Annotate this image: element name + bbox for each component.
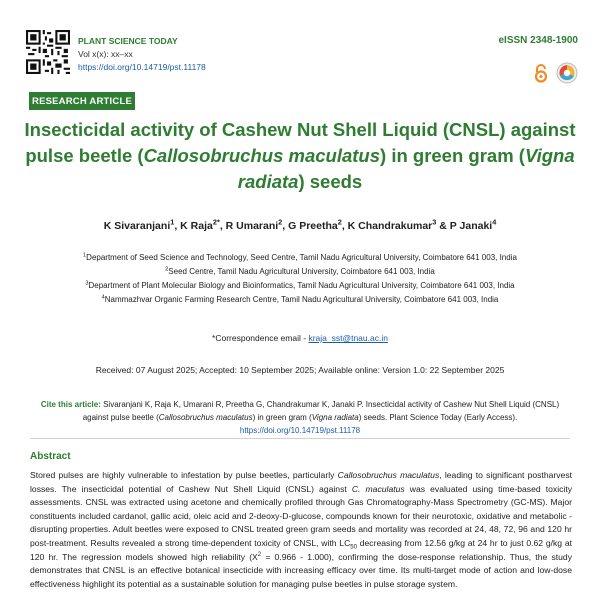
- correspondence: [20, 333, 580, 343]
- title-species: Vigna radiata: [237, 145, 575, 192]
- title-species: Callosobruchus maculatus: [143, 145, 381, 166]
- author-name: P Janaki: [449, 220, 493, 232]
- abstract-superscript: 2: [257, 551, 262, 558]
- crossmark-icon[interactable]: [556, 62, 578, 84]
- affiliation: [20, 293, 580, 307]
- journal-volume: Vol x(x): xx–xx: [78, 49, 133, 59]
- publication-dates: Received: 07 August 2025; Accepted: 10 September 2025; Available online: Version 1.0: 22 September 2025: [95, 365, 505, 375]
- affiliation-mark: 1: [83, 252, 87, 259]
- abstract-text: , leading to significant postharvest losses. The insecticidal potential of Cashew Nut Shell Liquid (CNSL) against: [30, 470, 572, 494]
- affiliation-list: [20, 251, 580, 307]
- title-text: ) seeds: [298, 171, 363, 192]
- affiliation-text: Nammazhvar Organic Farming Research Centre, Tamil Nadu Agricultural University, Coimbatore 641 003, India: [104, 295, 499, 304]
- author-affiliation-mark: 1: [170, 217, 175, 227]
- citation-species: Vigna radiata: [311, 413, 359, 422]
- author-affiliation-mark: 2*: [212, 217, 220, 227]
- abstract-text: was evaluated using time-based toxicity assessments. CNSL was extracted using acetone and chemically profiled through Gas Chromatography-Mass Spectrometry (GC-MS). Major constituents included cardanol, gallic acid, oleic acid and 2-deoxy-D-glucose, compounds known for their neurotoxic, oxidative and metabolic -disrupting properties. Adult beetles were exposed to CNSL treated green gram seeds and mortality was recorded at 24, 48, 72, 96 and 120 hr post-treatment. Results revealed a strong time-dependent toxicity of CNSL, with LC: [30, 483, 572, 548]
- abstract-body: [30, 469, 572, 591]
- citation-text: ) seeds. Plant Science Today (Early Access).: [358, 413, 518, 422]
- citation-species: Callosobruchus maculatus: [158, 413, 253, 422]
- abstract-text: Stored pulses are highly vulnerable to infestation by pulse beetles, particularly: [30, 470, 338, 480]
- citation-block: [36, 398, 564, 437]
- author-name: K Raja: [180, 220, 213, 232]
- citation-text: Sivaranjani K, Raja K, Umarani R, Preetha G, Chandrakumar K, Janaki P. Insecticidal activity of Cashew Nut Shell Liquid (CNSL) against pulse beetle (: [82, 400, 560, 422]
- affiliation: [20, 279, 580, 293]
- abstract-species: Callosobruchus maculatus: [337, 470, 440, 480]
- author-name: R Umarani: [225, 220, 279, 232]
- author-name: G Preetha: [288, 220, 338, 232]
- header-doi-link[interactable]: https://doi.org/10.14719/pst.11178: [78, 62, 206, 72]
- abstract-species: C. maculatus: [351, 483, 405, 494]
- affiliation: [20, 251, 580, 265]
- journal-name: PLANT SCIENCE TODAY: [78, 36, 178, 46]
- affiliation-mark: 2: [165, 266, 169, 273]
- open-access-icon[interactable]: [534, 63, 548, 83]
- abstract-text: = 0.966 - 1.000), confirming the dose-response relationship. Thus, the study demonstrates that CNSL is an effective botanical insecticide with increasing efficacy over time. Its multi-target mode of action and low-dose effectiveness highlight its potential as a sustainable solution for managing pulse beetles in pulse storage system.: [30, 551, 572, 589]
- journal-info: [78, 35, 206, 74]
- affiliation-text: Department of Plant Molecular Biology and Bioinformatics, Tamil Nadu Agricultural University, Coimbatore 641 003, India: [88, 281, 515, 290]
- affiliation-text: Department of Seed Science and Technology, Seed Centre, Tamil Nadu Agricultural University, Coimbatore 641 003, India: [86, 253, 517, 262]
- citation-label: Cite this article:: [40, 400, 101, 409]
- abstract-subscript: 50: [350, 544, 357, 551]
- title-text: Insecticidal activity of Cashew Nut Shell Liquid (CNSL) against pulse beetle (: [24, 119, 576, 166]
- qr-code-icon: [26, 30, 70, 74]
- citation-doi-link[interactable]: https://doi.org/10.14719/pst.11178: [239, 426, 361, 435]
- author-affiliation-mark: 4: [492, 217, 497, 227]
- title-text: ) in green gram (: [380, 145, 525, 166]
- correspondence-label: *Correspondence email -: [212, 333, 307, 343]
- author-list: K Sivaranjani$^1$, K Raja$^{2*}$, R Umarani$^2$, G Preetha$^2$, K Chandrakumar$^3$ & P Janaki$^4$: [103, 217, 497, 232]
- author-affiliation-mark: 2: [337, 217, 342, 227]
- citation-text: ) in green gram (: [252, 413, 312, 422]
- author-name: K Sivaranjani: [103, 220, 171, 232]
- author-affiliation-mark: 2: [278, 217, 283, 227]
- affiliation-mark: 4: [101, 294, 105, 301]
- eissn: eISSN 2348-1900: [498, 35, 578, 46]
- article-title: [20, 117, 580, 195]
- author-affiliation-mark: 3: [432, 217, 437, 227]
- abstract-heading: Abstract: [30, 451, 71, 462]
- affiliation: [20, 265, 580, 279]
- author-name: K Chandrakumar: [347, 220, 433, 232]
- badges: [534, 62, 578, 84]
- correspondence-email-link[interactable]: kraja_sst@tnau.ac.in: [308, 333, 388, 343]
- abstract-text: decreasing from 12.56 g/kg at 24 hr to just 0.62 g/kg at 120 hr. The regression models showed high reliability (X: [30, 537, 572, 562]
- article-type-banner: RESEARCH ARTICLE: [29, 92, 135, 110]
- affiliation-mark: 3: [85, 280, 89, 287]
- section-divider: [30, 438, 570, 439]
- affiliation-text: Seed Centre, Tamil Nadu Agricultural University, Coimbatore 641 003, India: [168, 267, 435, 276]
